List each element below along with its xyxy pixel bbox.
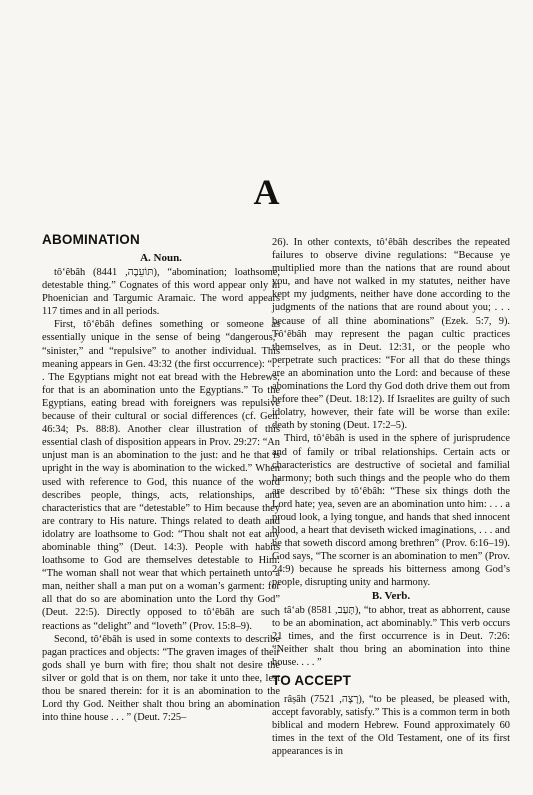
entry-title-abomination: ABOMINATION bbox=[42, 232, 140, 247]
subhead-noun: A. Noun. bbox=[140, 252, 182, 264]
paragraph: First, tô‘êbâh defines something or someone as essentially unique in the sense of being “dangerous,” “sinister,” and “repulsive” to another individual. This meaning appears in Gen. 43:32 (the first occurrence): “. . . The Egyptians might not eat bread with the Hebrews; for that is an abomination unto the Egyptians.” To the Egyptians, eating bread with foreigners was repulsive because of their cultural or social differences (cf. Gen. 46:34; Ps. 88:8). Another clear illustration of this essential clash of disposition appears in Prov. 29:27: “An unjust man is an abomination to the just: and he that is upright in the way is abomination to the wicked.” When used with reference to God, this nuance of the word describes people, things, acts, relationships, and characteristics that are “detestable” to Him because they are contrary to His nature. Things related to death and idolatry are loathsome to God: “Thou shalt not eat any abominable thing” (Deut. 14:3). People with habits loathsome to God are themselves detestable to Him: “The woman shall not wear that which pertaineth unto a man, neither shall a man put on a woman’s garment: for all that do so are abomination unto the Lord thy God” (Deut. 22:5). Directly opposed to tô‘êbâh are such reactions as “delight” and “loveth” (Prov. 15:8–9). bbox=[42, 319, 280, 632]
right-column bbox=[272, 236, 510, 758]
entry-title-to-accept: TO ACCEPT bbox=[272, 673, 352, 688]
paragraph: tô‘êbâh (תּוֹעֵבָה, 8441), “abomination; loathsome, detestable thing.” Cognates of this word appear only in Phoenician and Targumic Aramaic. The word appears 117 times and in all periods. bbox=[42, 267, 280, 318]
paragraph: 26). In other contexts, tô‘êbâh describes the repeated failures to observe divine regulations: “Because ye multiplied more than the nations that are round about you, and have not walked in my statutes, neither have kept my judgments, neither have done according to the judgments of the nations that are round about you; . . . because of all thine abominations” (Ezek. 5:7, 9). Tô‘êbâh may represent the pagan cultic practices themselves, as in Deut. 12:31, or the people who perpetrate such practices: “For all that do these things are an abomination unto the Lord: and because of these abominations the Lord thy God doth drive them out from before thee” (Deut. 18:12). If Israelites are guilty of such idolatry, however, their fate will be worse than exile: death by stoning (Deut. 17:2–5). bbox=[272, 237, 510, 432]
paragraph: râṣâh (רָצָה, 7521), “to be pleased, be pleased with, accept favorably, satisfy.” This is a common term in both biblical and modern Hebrew. Found approximately 60 times in the text of the Old Testament, one of its first appearances is in bbox=[272, 694, 510, 758]
paragraph: Third, tô‘êbâh is used in the sphere of jurisprudence and of family or tribal relationships. Certain acts or characteristics are destructive of societal and familial harmony; both such things and the people who do them are described by tô‘êbâh: “These six things doth the Lord hate; yea, seven are an abomination unto him: . . . a proud look, a lying tongue, and hands that shed innocent blood, a heart that deviseth wicked imaginations, . . . and he that soweth discord among brethren” (Prov. 6:16–19). God says, “The scorner is an abomination to men” (Prov. 24:9) because he spreads his bitterness among God’s people, disrupting unity and harmony. bbox=[272, 433, 510, 589]
section-letter: A bbox=[253, 172, 280, 212]
subhead-verb: B. Verb. bbox=[371, 589, 411, 602]
paragraph: Second, tô‘êbâh is used in some contexts to describe pagan practices and objects: “The graven images of their gods shall ye burn with fire; thou shalt not desire the silver or gold that is on them, nor take it unto thee, lest thou be snared therein: for it is an abomination to the Lord thy God. Neither shalt thou bring an abomination into thine house . . . ” (Deut. 7:25– bbox=[42, 633, 280, 724]
left-column bbox=[42, 228, 280, 724]
paragraph: tâ‘ab (תָּעַב, 8581), “to abhor, treat as abhorrent, cause to be an abomination, act abominably.” This verb occurs 21 times, and the first occurrence is in Deut. 7:26: “Neither shalt thou bring an abomination into thine house. . . . ” bbox=[272, 604, 511, 668]
